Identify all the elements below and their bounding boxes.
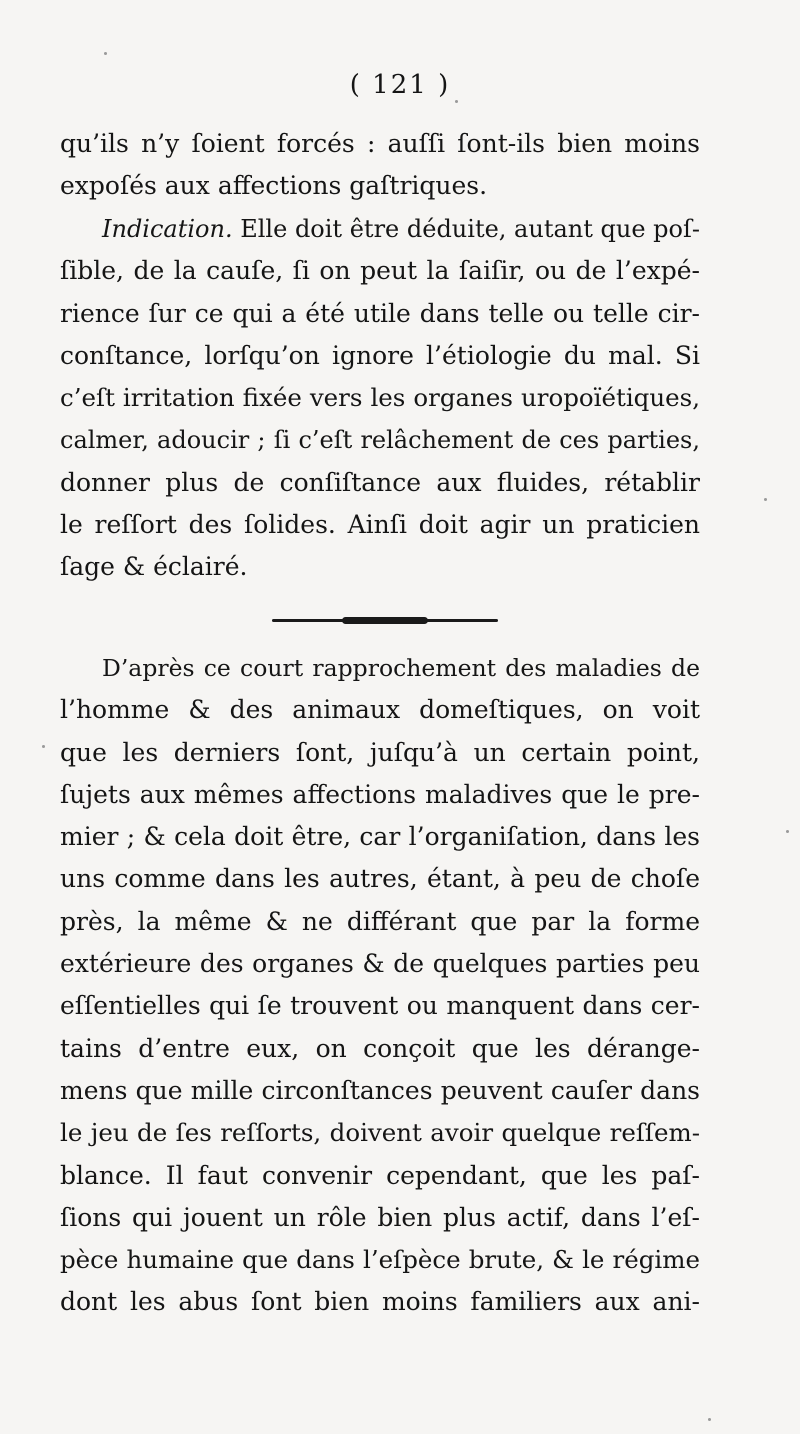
paper-speck: [786, 830, 789, 833]
text-line: c’eſt irritation fixée vers les organes uropoïétiques,: [60, 383, 700, 413]
section-divider: [272, 619, 498, 622]
text-line: pèce humaine que dans l’eſpèce brute, & le régime: [60, 1245, 700, 1275]
text-line: ſible, de la cauſe, ſi on peut la ſaiſir, ou de l’expé-: [60, 256, 700, 286]
indication-label: Indication.: [102, 215, 233, 243]
text-line: l’homme & des animaux domeſtiques, on voit: [60, 695, 700, 725]
text-line: ſage & éclairé.: [60, 552, 248, 582]
text-line: D’après ce court rapprochement des maladies de: [102, 654, 700, 682]
text-line: près, la même & ne différant que par la forme: [60, 906, 700, 936]
page-number: ( 121 ): [349, 70, 451, 100]
paper-speck: [764, 498, 767, 501]
text-line: mens que mille circonſtances peuvent cauſer dans: [60, 1075, 700, 1105]
text-line: donner plus de conſiſtance aux fluides, rétablir: [60, 467, 700, 497]
text-line: tains d’entre eux, on conçoit que les dérange-: [60, 1033, 700, 1063]
paragraph-1: [60, 123, 700, 208]
paragraph-3: [60, 647, 700, 1324]
text-line: dont les abus ſont bien moins familiers aux ani-: [60, 1287, 700, 1317]
text-line: conſtance, lorſqu’on ignore l’étiologie du mal. Si: [60, 340, 700, 370]
text-line: le reſſort des ſolides. Ainſi doit agir un praticien: [60, 510, 700, 540]
paper-speck: [104, 52, 107, 55]
text-line: rience ſur ce qui a été utile dans telle ou telle cir-: [60, 298, 700, 328]
text-line: qu’ils n’y ſoient forcés : auſſi ſont-ils bien moins: [60, 129, 700, 158]
text-line: ſujets aux mêmes affections maladives que le pre-: [60, 779, 700, 809]
text-line: [60, 208, 700, 250]
text-line: le jeu de ſes reſſorts, doivent avoir quelque reſſem-: [60, 1118, 700, 1148]
paper-speck: [455, 100, 458, 103]
text-line: eſſentielles qui ſe trouvent ou manquent dans cer-: [60, 991, 700, 1021]
text-line: expoſés aux affections gaſtriques.: [60, 171, 488, 201]
text-line: blance. Il faut convenir cependant, que les paſ-: [60, 1160, 700, 1190]
paper-speck: [708, 1418, 711, 1421]
text-fragment: Elle doit être déduite, autant que poſ-: [240, 215, 700, 243]
text-line: ſions qui jouent un rôle bien plus actif, dans l’eſ-: [60, 1202, 700, 1232]
text-line: calmer, adoucir ; ſi c’eſt relâchement de ces parties,: [60, 426, 700, 455]
paper-speck: [42, 745, 45, 748]
text-line: mier ; & cela doit être, car l’organiſation, dans les: [60, 822, 700, 852]
text-line: extérieure des organes & de quelques parties peu: [60, 949, 700, 979]
text-line: que les derniers ſont, juſqu’à un certain point,: [60, 737, 700, 767]
text-line: uns comme dans les autres, étant, à peu de choſe: [60, 864, 700, 894]
paragraph-2: [60, 208, 700, 589]
